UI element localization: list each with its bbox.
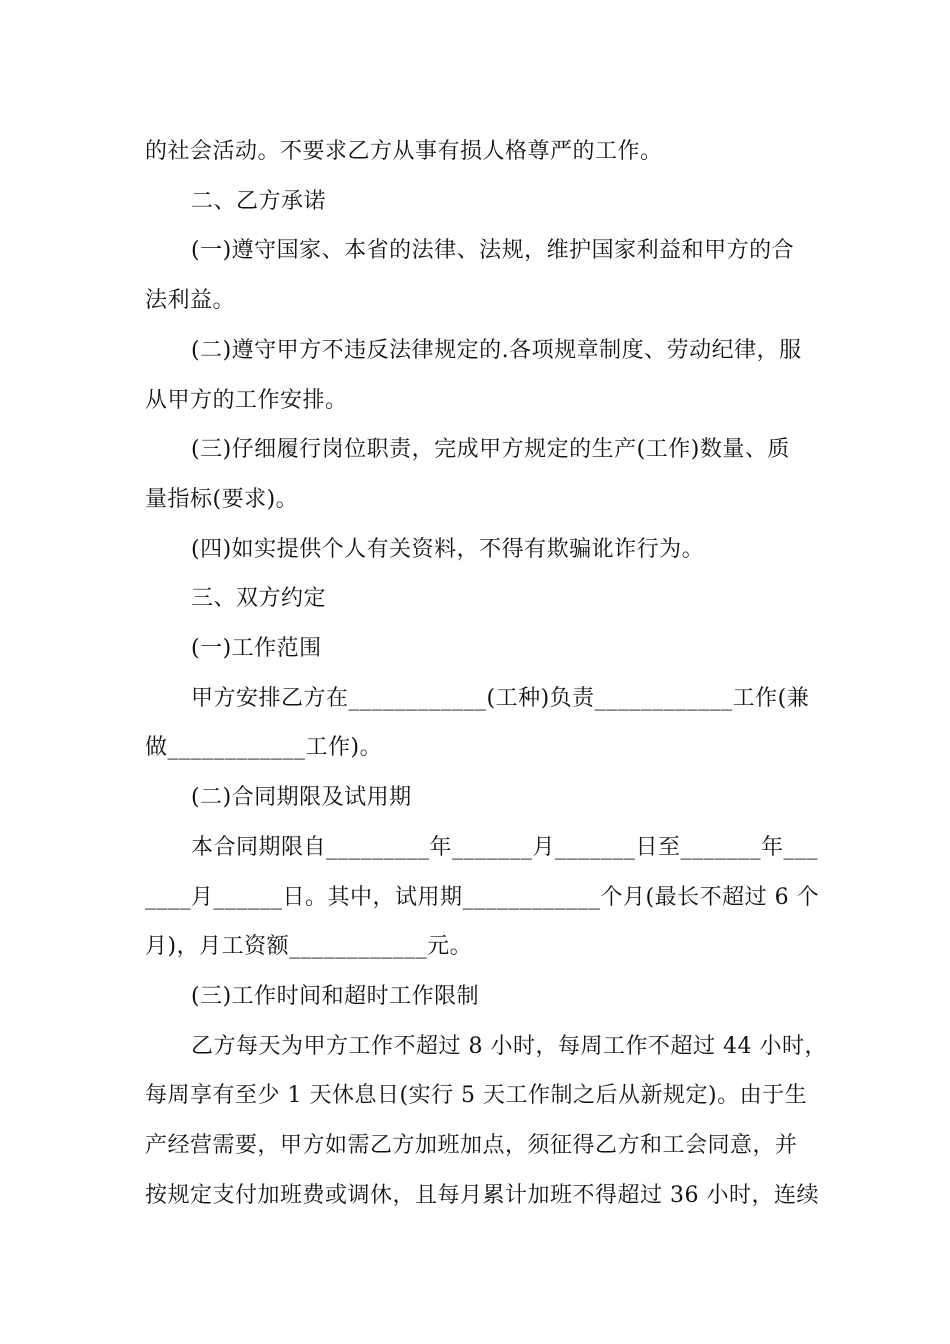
- text-line: 本合同期限自_________年_______月_______日至_______年___: [191, 834, 819, 860]
- text-line: 从甲方的工作安排。: [145, 387, 348, 413]
- section-heading: 三、双方约定: [191, 586, 327, 612]
- text-line: (三)仔细履行岗位职责，完成甲方规定的生产(工作)数量、质: [191, 437, 790, 463]
- text-line: 每周享有至少 1 天休息日(实行 5 天工作制之后从新规定)。由于生: [145, 1083, 808, 1109]
- section-heading: 二、乙方承诺: [191, 188, 327, 214]
- text-line: 甲方安排乙方在____________(工种)负责____________工作(兼: [191, 685, 810, 711]
- subsection-heading: (三)工作时间和超时工作限制: [191, 983, 480, 1009]
- text-line: ____月______日。其中，试用期____________个月(最长不超过 6 个: [145, 884, 820, 910]
- subsection-heading: (二)合同期限及试用期: [191, 785, 412, 811]
- text-line: 产经营需要，甲方如需乙方加班加点，须征得乙方和工会同意，并: [145, 1133, 798, 1159]
- document-body: [145, 127, 827, 1220]
- subsection-heading: (一)工作范围: [191, 636, 322, 662]
- text-line: 乙方每天为甲方工作不超过 8 小时，每周工作不超过 44 小时，: [191, 1033, 827, 1059]
- text-line: 做____________工作)。: [145, 735, 383, 761]
- text-line: (二)遵守甲方不违反法律规定的.各项规章制度、劳动纪律，服: [191, 337, 802, 363]
- text-line: 月)，月工资额____________元。: [145, 934, 473, 960]
- text-line: (四)如实提供个人有关资料，不得有欺骗讹诈行为。: [191, 536, 705, 562]
- text-line: 法利益。: [145, 288, 236, 314]
- text-line: 量指标(要求)。: [145, 486, 299, 512]
- text-line: 按规定支付加班费或调休，且每月累计加班不得超过 36 小时，连续: [145, 1182, 819, 1208]
- text-line: 的社会活动。不要求乙方从事有损人格尊严的工作。: [145, 139, 663, 164]
- text-line: (一)遵守国家、本省的法律、法规，维护国家利益和甲方的合: [191, 238, 795, 264]
